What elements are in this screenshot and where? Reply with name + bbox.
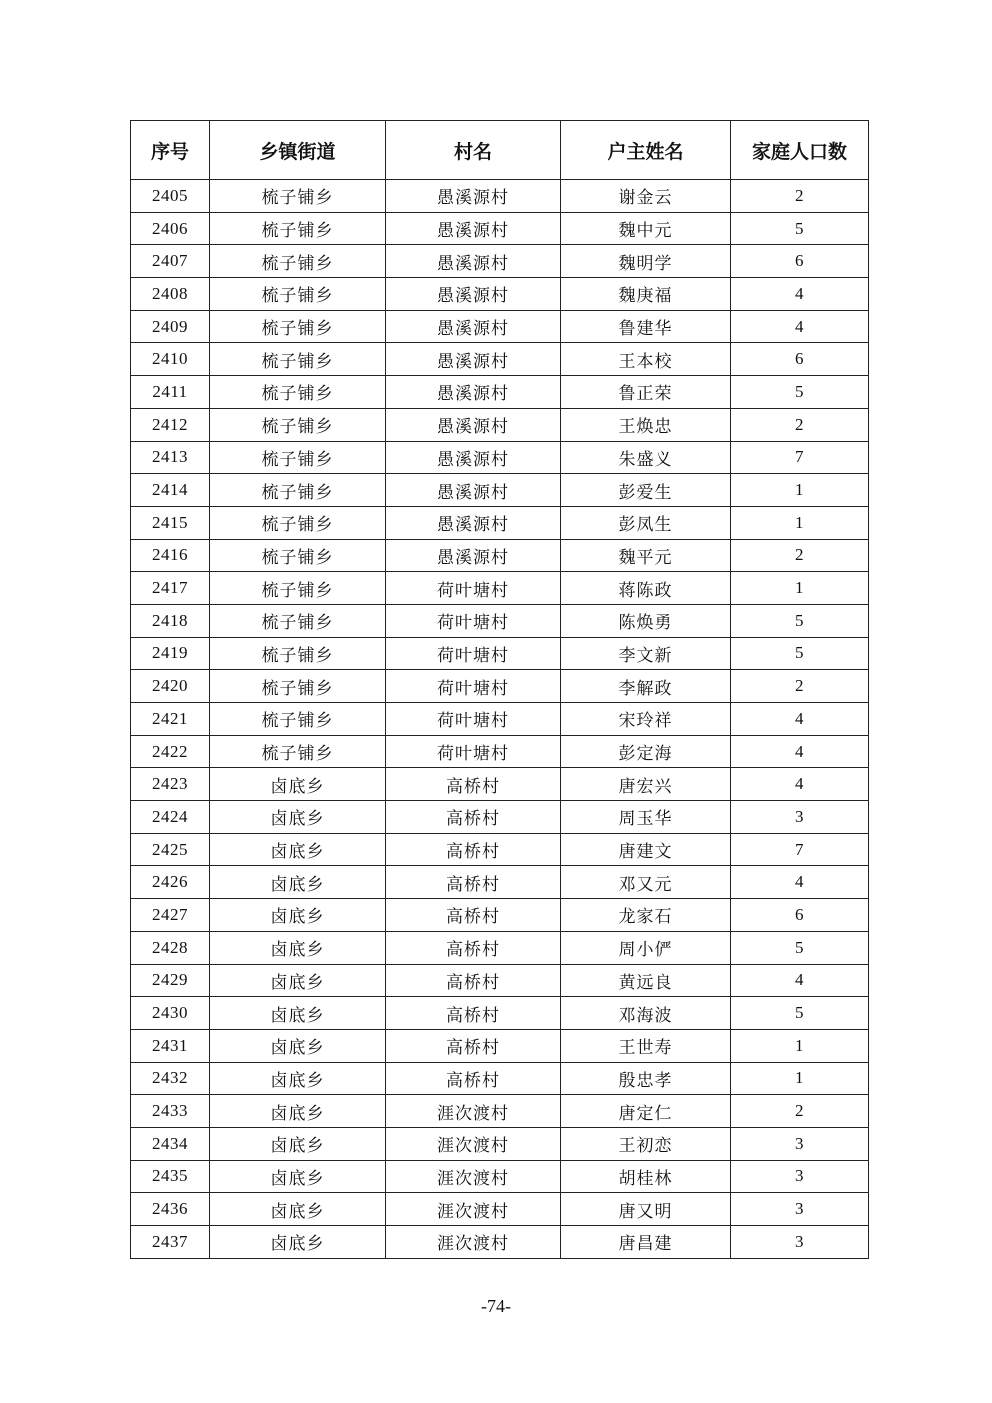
table-row [131,474,869,507]
cell-village: 高桥村 [386,931,561,964]
cell-serial: 2418 [131,604,210,637]
table-row [131,604,869,637]
cell-householder: 唐定仁 [561,1095,731,1128]
cell-householder: 龙家石 [561,899,731,932]
table-header-row [131,121,869,180]
cell-family-size: 5 [731,931,869,964]
cell-serial: 2430 [131,997,210,1030]
cell-family-size: 7 [731,441,869,474]
cell-village: 涯次渡村 [386,1160,561,1193]
table-row [131,801,869,834]
cell-family-size: 1 [731,506,869,539]
cell-householder: 王本校 [561,343,731,376]
cell-serial: 2424 [131,801,210,834]
cell-householder: 唐昌建 [561,1226,731,1259]
cell-township: 卤底乡 [210,1062,386,1095]
table-row [131,278,869,311]
cell-village: 高桥村 [386,768,561,801]
cell-family-size: 6 [731,343,869,376]
cell-family-size: 1 [731,1029,869,1062]
cell-householder: 王世寿 [561,1029,731,1062]
cell-village: 愚溪源村 [386,539,561,572]
cell-serial: 2413 [131,441,210,474]
cell-householder: 朱盛义 [561,441,731,474]
cell-township: 梳子铺乡 [210,670,386,703]
cell-family-size: 2 [731,408,869,441]
table-row [131,637,869,670]
cell-serial: 2412 [131,408,210,441]
cell-township: 卤底乡 [210,768,386,801]
cell-serial: 2434 [131,1127,210,1160]
cell-family-size: 3 [731,1193,869,1226]
cell-village: 高桥村 [386,1029,561,1062]
table-row [131,735,869,768]
cell-serial: 2414 [131,474,210,507]
cell-township: 梳子铺乡 [210,343,386,376]
table-row [131,212,869,245]
cell-householder: 魏平元 [561,539,731,572]
cell-village: 涯次渡村 [386,1127,561,1160]
cell-serial: 2436 [131,1193,210,1226]
cell-township: 卤底乡 [210,964,386,997]
cell-village: 涯次渡村 [386,1193,561,1226]
cell-township: 梳子铺乡 [210,474,386,507]
cell-village: 高桥村 [386,964,561,997]
cell-family-size: 1 [731,1062,869,1095]
cell-village: 愚溪源村 [386,180,561,213]
cell-family-size: 7 [731,833,869,866]
cell-serial: 2427 [131,899,210,932]
table-row [131,931,869,964]
cell-serial: 2406 [131,212,210,245]
cell-householder: 殷忠孝 [561,1062,731,1095]
cell-township: 卤底乡 [210,899,386,932]
cell-township: 梳子铺乡 [210,703,386,736]
cell-family-size: 4 [731,866,869,899]
table-row [131,964,869,997]
cell-householder: 王焕忠 [561,408,731,441]
cell-householder: 鲁建华 [561,310,731,343]
table-row [131,703,869,736]
cell-township: 梳子铺乡 [210,310,386,343]
cell-serial: 2419 [131,637,210,670]
table-row [131,408,869,441]
table-row [131,1226,869,1259]
cell-householder: 周玉华 [561,801,731,834]
cell-serial: 2428 [131,931,210,964]
table-row [131,1160,869,1193]
cell-village: 愚溪源村 [386,506,561,539]
cell-township: 梳子铺乡 [210,245,386,278]
cell-village: 愚溪源村 [386,310,561,343]
cell-family-size: 4 [731,278,869,311]
cell-family-size: 1 [731,474,869,507]
cell-village: 高桥村 [386,833,561,866]
cell-village: 荷叶塘村 [386,735,561,768]
cell-householder: 邓又元 [561,866,731,899]
table-row [131,899,869,932]
cell-serial: 2416 [131,539,210,572]
cell-serial: 2435 [131,1160,210,1193]
cell-serial: 2417 [131,572,210,605]
cell-householder: 唐又明 [561,1193,731,1226]
cell-family-size: 5 [731,997,869,1030]
cell-family-size: 4 [731,735,869,768]
cell-family-size: 4 [731,768,869,801]
cell-serial: 2408 [131,278,210,311]
table-row [131,866,869,899]
cell-township: 梳子铺乡 [210,604,386,637]
cell-township: 梳子铺乡 [210,278,386,311]
table-row [131,539,869,572]
cell-township: 梳子铺乡 [210,212,386,245]
cell-serial: 2415 [131,506,210,539]
cell-village: 涯次渡村 [386,1095,561,1128]
cell-householder: 邓海波 [561,997,731,1030]
cell-householder: 黄远良 [561,964,731,997]
cell-family-size: 3 [731,1127,869,1160]
table-row [131,506,869,539]
cell-serial: 2422 [131,735,210,768]
table-row [131,1029,869,1062]
cell-serial: 2405 [131,180,210,213]
table-row [131,1062,869,1095]
cell-householder: 王初恋 [561,1127,731,1160]
header-family-size: 家庭人口数 [731,121,869,180]
cell-family-size: 5 [731,604,869,637]
cell-family-size: 4 [731,703,869,736]
table-row [131,441,869,474]
cell-township: 梳子铺乡 [210,572,386,605]
cell-householder: 周小俨 [561,931,731,964]
cell-family-size: 4 [731,310,869,343]
cell-township: 梳子铺乡 [210,376,386,409]
cell-village: 愚溪源村 [386,278,561,311]
table-row [131,343,869,376]
cell-serial: 2425 [131,833,210,866]
cell-serial: 2431 [131,1029,210,1062]
cell-township: 卤底乡 [210,1127,386,1160]
cell-village: 愚溪源村 [386,441,561,474]
cell-serial: 2409 [131,310,210,343]
cell-householder: 蒋陈政 [561,572,731,605]
cell-family-size: 6 [731,245,869,278]
cell-township: 梳子铺乡 [210,539,386,572]
cell-village: 荷叶塘村 [386,637,561,670]
cell-village: 愚溪源村 [386,212,561,245]
cell-township: 卤底乡 [210,1193,386,1226]
cell-householder: 唐宏兴 [561,768,731,801]
table-row [131,1193,869,1226]
cell-township: 梳子铺乡 [210,506,386,539]
cell-serial: 2429 [131,964,210,997]
cell-serial: 2410 [131,343,210,376]
cell-village: 高桥村 [386,801,561,834]
cell-village: 高桥村 [386,899,561,932]
cell-township: 卤底乡 [210,833,386,866]
table-row [131,833,869,866]
cell-family-size: 3 [731,801,869,834]
header-village: 村名 [386,121,561,180]
cell-householder: 宋玲祥 [561,703,731,736]
header-serial: 序号 [131,121,210,180]
cell-township: 卤底乡 [210,801,386,834]
cell-township: 卤底乡 [210,1226,386,1259]
table-row [131,997,869,1030]
table-row [131,180,869,213]
cell-township: 卤底乡 [210,866,386,899]
cell-village: 愚溪源村 [386,343,561,376]
cell-serial: 2421 [131,703,210,736]
cell-township: 梳子铺乡 [210,180,386,213]
cell-village: 愚溪源村 [386,376,561,409]
cell-serial: 2411 [131,376,210,409]
cell-village: 荷叶塘村 [386,670,561,703]
cell-family-size: 5 [731,637,869,670]
cell-village: 高桥村 [386,866,561,899]
cell-village: 荷叶塘村 [386,703,561,736]
table-row [131,670,869,703]
cell-village: 愚溪源村 [386,474,561,507]
cell-family-size: 1 [731,572,869,605]
cell-householder: 鲁正荣 [561,376,731,409]
cell-family-size: 4 [731,964,869,997]
cell-householder: 李解政 [561,670,731,703]
cell-householder: 魏明学 [561,245,731,278]
table-row [131,310,869,343]
cell-village: 荷叶塘村 [386,604,561,637]
table-body [131,180,869,1259]
cell-householder: 唐建文 [561,833,731,866]
cell-township: 卤底乡 [210,1095,386,1128]
cell-family-size: 2 [731,539,869,572]
cell-serial: 2407 [131,245,210,278]
cell-serial: 2423 [131,768,210,801]
cell-village: 愚溪源村 [386,245,561,278]
table-row [131,768,869,801]
cell-village: 高桥村 [386,997,561,1030]
header-householder: 户主姓名 [561,121,731,180]
cell-township: 梳子铺乡 [210,408,386,441]
cell-township: 卤底乡 [210,997,386,1030]
cell-family-size: 6 [731,899,869,932]
cell-householder: 陈焕勇 [561,604,731,637]
cell-householder: 魏庚福 [561,278,731,311]
cell-family-size: 5 [731,376,869,409]
cell-township: 卤底乡 [210,1029,386,1062]
cell-serial: 2437 [131,1226,210,1259]
cell-serial: 2426 [131,866,210,899]
cell-family-size: 5 [731,212,869,245]
cell-family-size: 2 [731,180,869,213]
cell-serial: 2432 [131,1062,210,1095]
cell-family-size: 2 [731,670,869,703]
cell-householder: 彭凤生 [561,506,731,539]
cell-township: 梳子铺乡 [210,637,386,670]
cell-township: 卤底乡 [210,931,386,964]
cell-householder: 彭爱生 [561,474,731,507]
cell-family-size: 3 [731,1160,869,1193]
cell-householder: 李文新 [561,637,731,670]
page-number: -74- [481,1296,511,1316]
table-row [131,1127,869,1160]
cell-householder: 谢金云 [561,180,731,213]
cell-family-size: 2 [731,1095,869,1128]
cell-township: 梳子铺乡 [210,441,386,474]
cell-householder: 魏中元 [561,212,731,245]
table-row [131,1095,869,1128]
cell-township: 梳子铺乡 [210,735,386,768]
cell-village: 荷叶塘村 [386,572,561,605]
cell-village: 愚溪源村 [386,408,561,441]
table-row [131,376,869,409]
cell-family-size: 3 [731,1226,869,1259]
cell-township: 卤底乡 [210,1160,386,1193]
cell-village: 涯次渡村 [386,1226,561,1259]
household-table [130,120,869,1259]
table-row [131,572,869,605]
cell-householder: 胡桂林 [561,1160,731,1193]
cell-serial: 2420 [131,670,210,703]
cell-village: 高桥村 [386,1062,561,1095]
cell-householder: 彭定海 [561,735,731,768]
cell-serial: 2433 [131,1095,210,1128]
table-row [131,245,869,278]
header-township: 乡镇街道 [210,121,386,180]
